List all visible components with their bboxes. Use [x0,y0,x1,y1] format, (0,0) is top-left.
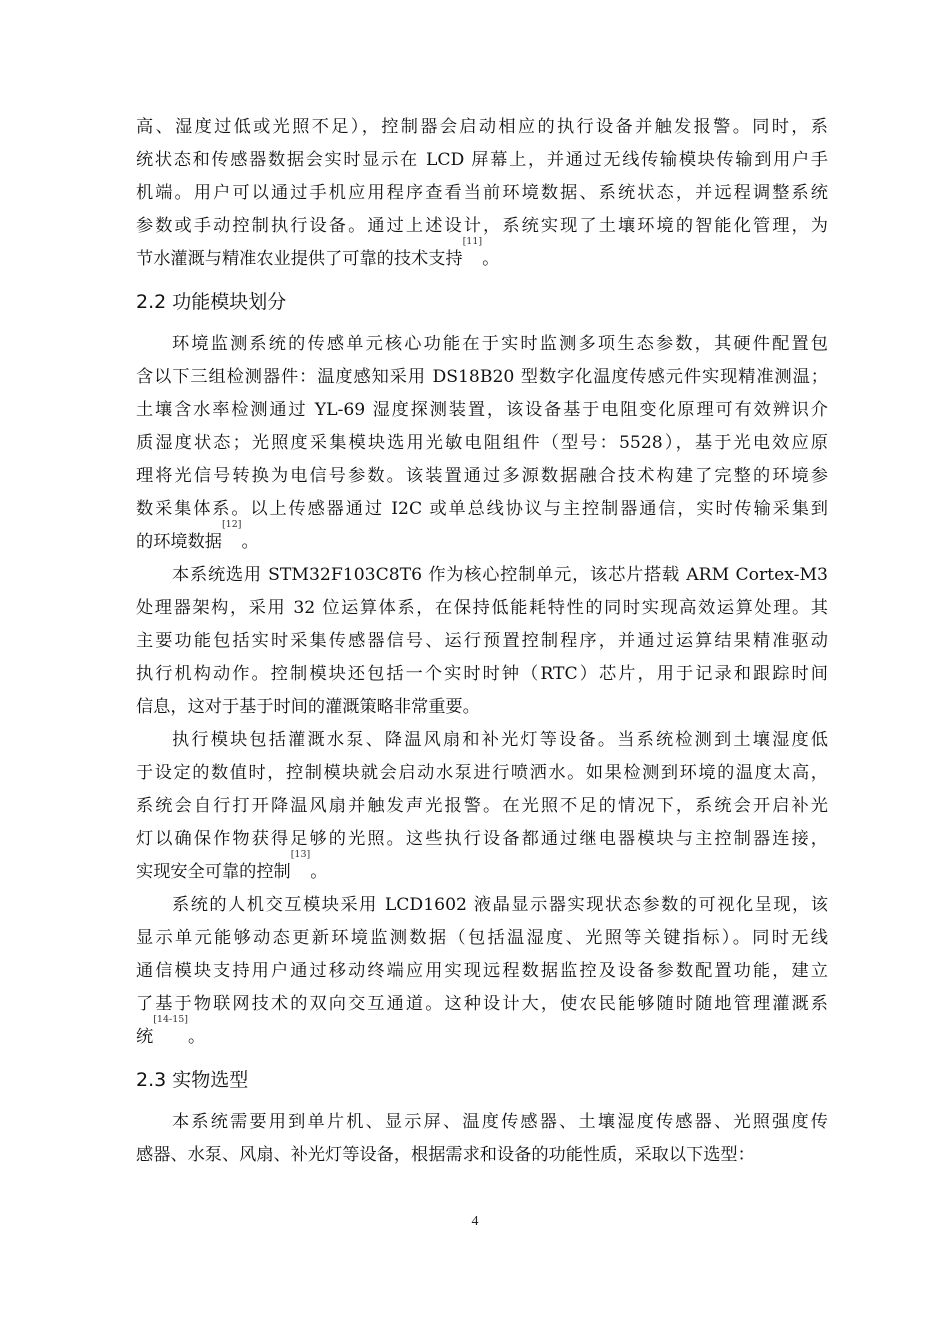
text-line: 通信模块支持用户通过移动终端应用实现远程数据监控及设备参数配置功能，建立 [136,961,828,981]
text-line: 质湿度状态；光照度采集模块选用光敏电阻组件（型号：5528），基于光电效应原 [136,433,828,453]
text-line [136,1014,828,1054]
text-line: 了基于物联网技术的双向交互通道。这种设计大，使农民能够随时随地管理灌溉系 [136,994,828,1014]
text-line: 含以下三组检测器件：温度感知采用 DS18B20 型数字化温度传感元件实现精准测温； [136,367,828,387]
paragraph-sensors [136,328,828,559]
text-fragment: 统 [136,1027,154,1047]
citation: [13] [290,849,311,860]
text-line: 数采集体系。以上传感器通过 I2C 或单总线协议与主控制器通信，实时传输采集到 [136,499,828,519]
text-line: 环境监测系统的传感单元核心功能在于实时监测多项生态参数，其硬件配置包 [172,334,828,354]
text-line: 灯以确保作物获得足够的光照。这些执行设备都通过继电器模块与主控制器连接， [136,829,828,849]
text-line: 理将光信号转换为电信号参数。该装置通过多源数据融合技术构建了完整的环境参 [136,466,828,486]
text-line: 系统会自行打开降温风扇并触发声光报警。在光照不足的情况下，系统会开启补光 [136,796,828,816]
text-line [136,849,828,889]
text-line: 执行模块包括灌溉水泵、降温风扇和补光灯等设备。当系统检测到土壤湿度低 [172,730,828,750]
text-fragment: 实现安全可靠的控制 [136,862,291,882]
text-fragment: 节水灌溉与精准农业提供了可靠的技术支持 [136,249,463,269]
document-page [136,111,828,1172]
text-line: 于设定的数值时，控制模块就会启动水泵进行喷洒水。如果检测到环境的温度太高， [136,763,828,783]
page-number: 4 [471,1214,479,1229]
text-line: 本系统选用 STM32F103C8T6 作为核心控制单元，该芯片搭载 ARM Cortex-M3 [172,565,828,585]
paragraph-controller [136,559,828,724]
text-line: 系统的人机交互模块采用 LCD1602 液晶显示器实现状态参数的可视化呈现，该 [172,895,828,915]
text-line [136,519,828,559]
text-line: 信息，这对于基于时间的灌溉策略非常重要。 [136,697,480,717]
citation: [12] [221,519,242,530]
text-line [136,236,828,276]
paragraph-hmi [136,889,828,1054]
paragraph-selection [136,1106,828,1172]
text-line: 主要功能包括实时采集传感器信号、运行预置控制程序，并通过运算结果精准驱动 [136,631,828,651]
text-line: 本系统需要用到单片机、显示屏、温度传感器、土壤湿度传感器、光照强度传 [172,1112,828,1132]
text-line: 高、湿度过低或光照不足），控制器会启动相应的执行设备并触发报警。同时，系 [136,117,828,137]
paragraph-actuators [136,724,828,889]
text-line: 执行机构动作。控制模块还包括一个实时时钟（RTC）芯片，用于记录和跟踪时间 [136,664,828,684]
text-fragment: 的环境数据 [136,532,222,552]
paragraph-continued [136,111,828,276]
citation: [11] [462,236,483,247]
text-line: 感器、水泵、风扇、补光灯等设备，根据需求和设备的功能性质，采取以下选型： [136,1145,755,1165]
text-fragment: 。 [188,1027,206,1047]
text-line: 处理器架构，采用 32 位运算体系，在保持低能耗特性的同时实现高效运算处理。其 [136,598,828,618]
section-heading: 2.3 实物选型 [136,1069,249,1091]
citation: [14-15] [153,1014,189,1025]
text-fragment: 。 [482,249,500,269]
text-line: 显示单元能够动态更新环境监测数据（包括温湿度、光照等关键指标）。同时无线 [136,928,828,948]
text-fragment: 。 [310,862,328,882]
text-line: 参数或手动控制执行设备。通过上述设计，系统实现了土壤环境的智能化管理，为 [136,216,828,236]
text-fragment: 。 [241,532,259,552]
text-line: 统状态和传感器数据会实时显示在 LCD 屏幕上，并通过无线传输模块传输到用户手 [136,150,828,170]
text-line: 土壤含水率检测通过 YL-69 湿度探测装置，该设备基于电阻变化原理可有效辨识介 [136,400,828,420]
text-line: 机端。用户可以通过手机应用程序查看当前环境数据、系统状态，并远程调整系统 [136,183,828,203]
section-heading: 2.2 功能模块划分 [136,291,287,313]
